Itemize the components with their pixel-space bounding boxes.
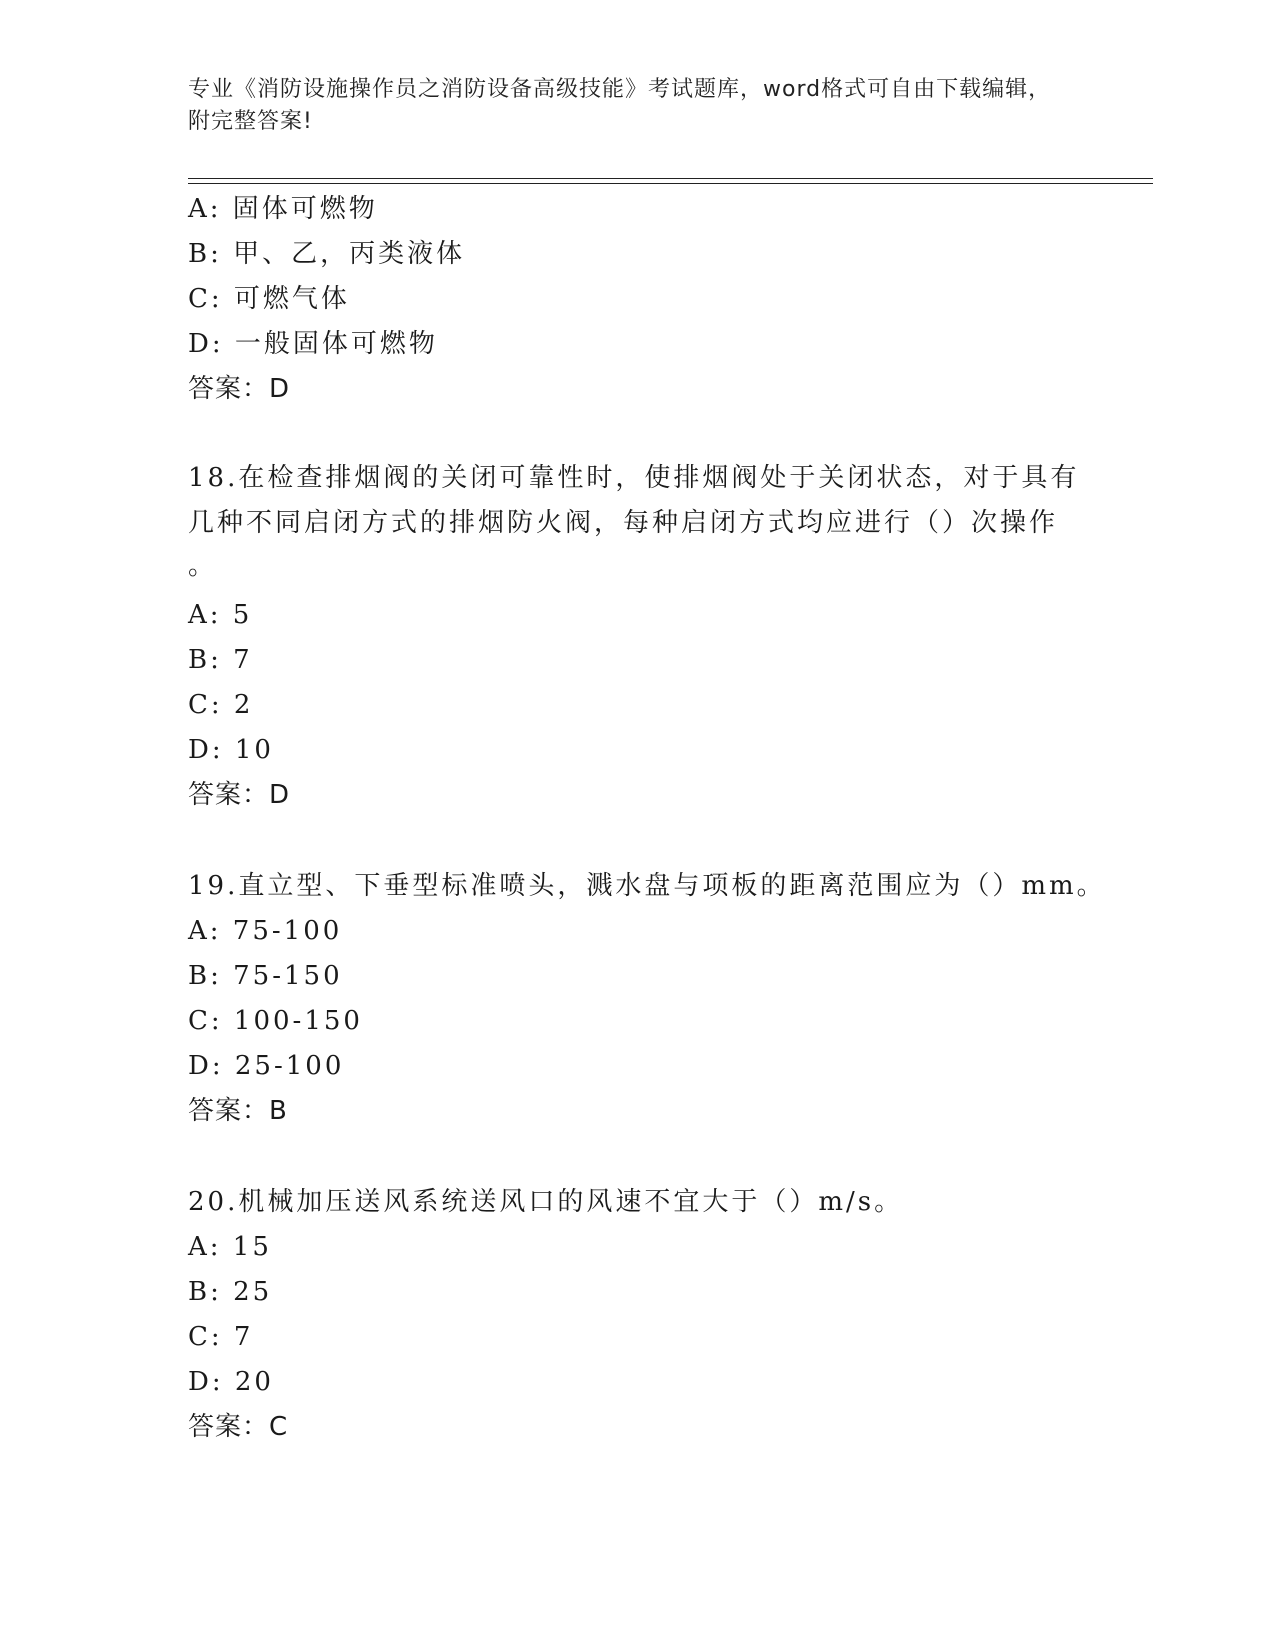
q20-option-b: B: 25 [188,1277,273,1307]
q18-option-d: D: 10 [188,735,274,765]
header-divider-top [188,178,1153,179]
q18-option-a: A: 5 [188,600,253,630]
q18-option-b: B: 7 [188,645,253,675]
header-divider-bottom [188,183,1153,184]
q20-option-d: D: 20 [188,1367,274,1397]
q19-answer: 答案：B [188,1096,288,1126]
q18-stem-line3: 。 [188,551,218,581]
q19-option-b: B: 75-150 [188,961,343,991]
q17-option-b: B: 甲、乙，丙类液体 [188,239,466,269]
q19-option-a: A: 75-100 [188,916,343,946]
q19-option-d: D: 25-100 [188,1051,345,1081]
q19-option-c: C: 100-150 [188,1006,363,1036]
q20-option-a: A: 15 [188,1232,272,1262]
q20-option-c: C: 7 [188,1322,254,1352]
q18-answer: 答案：D [188,780,291,810]
q18-option-c: C: 2 [188,690,254,720]
document-intro: 专业《消防设施操作员之消防设备高级技能》考试题库，word格式可自由下载编辑，附完整答案! [188,77,1052,134]
q17-option-a: A: 固体可燃物 [188,194,378,224]
q17-option-d: D: 一般固体可燃物 [188,329,438,359]
q17-option-c: C: 可燃气体 [188,284,350,314]
q18-stem-line1: 18.在检查排烟阀的关闭可靠性时，使排烟阀处于关闭状态，对于具有 [188,463,1080,493]
q17-answer: 答案：D [188,374,291,404]
q18-stem-line2: 几种不同启闭方式的排烟防火阀，每种启闭方式均应进行（）次操作 [188,508,1059,538]
q19-stem: 19.直立型、下垂型标准喷头，溅水盘与项板的距离范围应为（）mm。 [188,871,1106,901]
q20-answer: 答案：C [188,1412,289,1442]
q20-stem: 20.机械加压送风系统送风口的风速不宜大于（）m/s。 [188,1187,904,1217]
